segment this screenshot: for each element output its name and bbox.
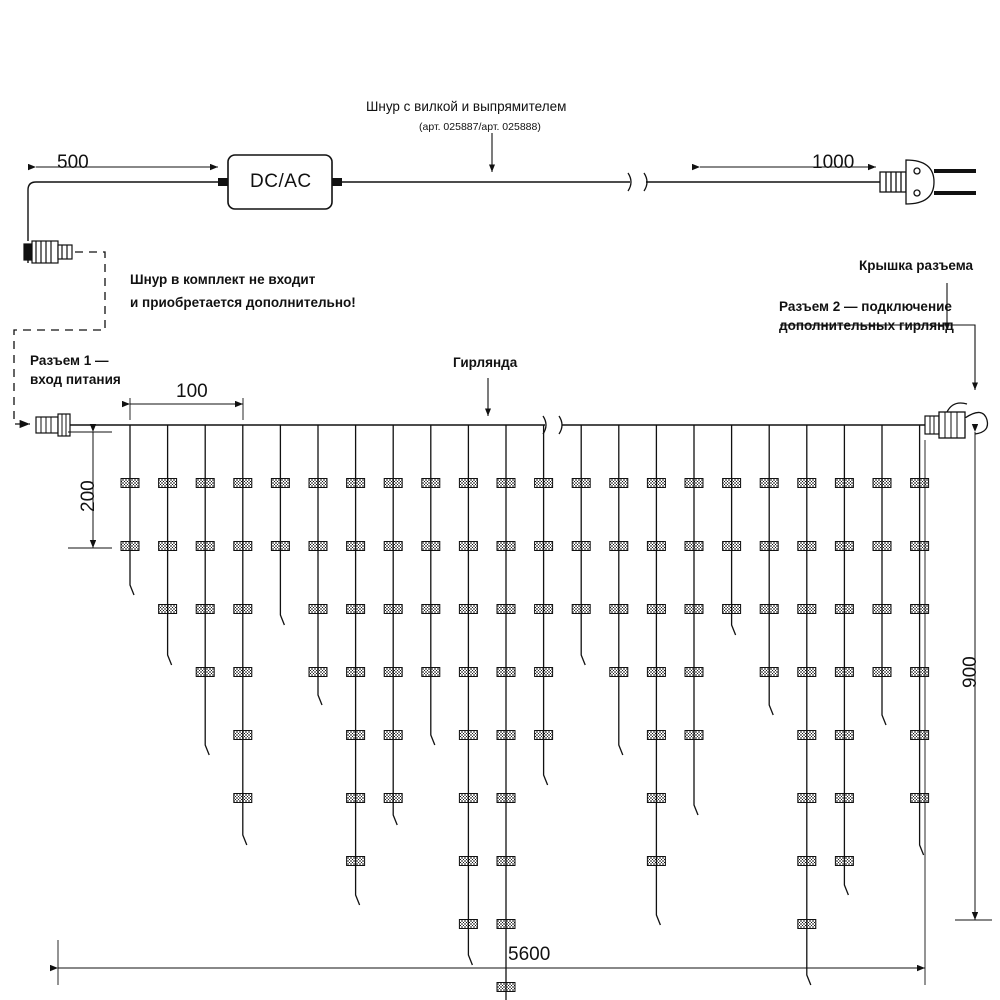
led-lamp-icon (234, 542, 252, 551)
led-lamp-icon (647, 605, 665, 614)
strand-wire (318, 425, 322, 705)
led-lamp-icon (685, 479, 703, 488)
output-connector-icon (925, 403, 988, 438)
led-lamp-icon (497, 920, 515, 929)
led-lamp-icon (647, 668, 665, 677)
led-lamp-icon (309, 542, 327, 551)
led-lamp-icon (911, 479, 929, 488)
led-lamp-icon (347, 605, 365, 614)
dim-label-200: 200 (78, 480, 99, 512)
led-lamp-icon (798, 857, 816, 866)
optional-cord-route (14, 252, 105, 424)
led-lamp-icon (159, 605, 177, 614)
led-lamp-icon (422, 542, 440, 551)
dim-label-500: 500 (57, 152, 89, 173)
led-lamp-icon (873, 668, 891, 677)
led-lamp-icon (572, 542, 590, 551)
transformer-label: DC/AC (250, 171, 312, 192)
connector1-label-2: вход питания (30, 372, 121, 387)
led-lamp-icon (798, 794, 816, 803)
connector2-label-2: дополнительных гирлянд (779, 318, 954, 333)
led-lamp-icon (572, 605, 590, 614)
cord-title: Шнур с вилкой и выпрямителем (366, 99, 567, 114)
led-lamp-icon (497, 731, 515, 740)
led-lamp-icon (535, 479, 553, 488)
led-lamp-icon (347, 668, 365, 677)
dim-label-100: 100 (176, 381, 208, 402)
led-lamp-icon (911, 794, 929, 803)
power-connector-icon-top (24, 241, 72, 263)
led-lamp-icon (384, 731, 402, 740)
led-lamp-icon (572, 479, 590, 488)
note-cord-not-included-1: Шнур в комплект не входит (130, 272, 316, 287)
led-lamp-icon (723, 542, 741, 551)
led-lamp-icon (873, 605, 891, 614)
led-lamp-icon (196, 668, 214, 677)
connector1-label-1: Разъем 1 — (30, 353, 109, 368)
led-lamp-icon (234, 479, 252, 488)
led-lamp-icon (459, 794, 477, 803)
led-lamp-icon (234, 668, 252, 677)
led-lamp-icon (647, 542, 665, 551)
power-plug-icon (880, 160, 976, 204)
led-lamp-icon (384, 668, 402, 677)
led-lamp-icon (497, 668, 515, 677)
led-lamp-icon (459, 479, 477, 488)
led-lamp-icon (384, 479, 402, 488)
garland-input-connector-icon (36, 414, 70, 436)
strand-wire (130, 425, 134, 595)
led-lamp-icon (911, 542, 929, 551)
led-lamp-icon (422, 668, 440, 677)
led-lamp-icon (497, 794, 515, 803)
led-lamp-icon (196, 479, 214, 488)
led-lamp-icon (459, 542, 477, 551)
led-lamp-icon (234, 605, 252, 614)
led-lamp-icon (347, 479, 365, 488)
led-lamp-icon (798, 668, 816, 677)
strand-wire (468, 425, 472, 965)
led-lamp-icon (760, 542, 778, 551)
strand-wire (431, 425, 435, 745)
led-lamp-icon (610, 605, 628, 614)
led-lamp-icon (497, 605, 515, 614)
led-lamp-icon (121, 479, 139, 488)
led-lamp-icon (911, 668, 929, 677)
cord-article: (арт. 025887/арт. 025888) (419, 121, 541, 133)
led-lamp-icon (535, 605, 553, 614)
led-lamp-icon (234, 794, 252, 803)
led-lamp-icon (798, 920, 816, 929)
led-lamp-icon (610, 479, 628, 488)
led-lamp-icon (835, 731, 853, 740)
led-lamp-icon (760, 668, 778, 677)
strand-wire (356, 425, 360, 905)
led-lamp-icon (835, 794, 853, 803)
led-lamp-icon (835, 542, 853, 551)
led-lamp-icon (835, 479, 853, 488)
led-lamp-icon (535, 731, 553, 740)
dim-label-5600: 5600 (508, 944, 551, 965)
led-lamp-icon (497, 542, 515, 551)
icicle-strands (121, 425, 929, 1000)
led-lamp-icon (159, 542, 177, 551)
led-lamp-icon (159, 479, 177, 488)
led-lamp-icon (647, 794, 665, 803)
led-lamp-icon (459, 857, 477, 866)
strand-wire (205, 425, 209, 755)
led-lamp-icon (271, 479, 289, 488)
led-lamp-icon (196, 542, 214, 551)
led-lamp-icon (610, 542, 628, 551)
led-lamp-icon (723, 479, 741, 488)
led-lamp-icon (685, 605, 703, 614)
led-lamp-icon (911, 731, 929, 740)
arrow-down-icon-connector2 (780, 325, 975, 390)
led-lamp-icon (798, 542, 816, 551)
led-lamp-icon (685, 731, 703, 740)
led-lamp-icon (384, 794, 402, 803)
led-lamp-icon (459, 920, 477, 929)
note-cord-not-included-2: и приобретается дополнительно! (130, 295, 356, 310)
led-lamp-icon (647, 857, 665, 866)
led-lamp-icon (459, 668, 477, 677)
led-lamp-icon (422, 605, 440, 614)
strand-wire (280, 425, 284, 625)
led-lamp-icon (873, 479, 891, 488)
led-lamp-icon (835, 668, 853, 677)
led-lamp-icon (535, 542, 553, 551)
strand-wire (882, 425, 886, 725)
led-lamp-icon (497, 983, 515, 992)
garland-label: Гирлянда (453, 355, 518, 370)
led-lamp-icon (347, 542, 365, 551)
strand-wire (844, 425, 848, 895)
strand-wire (920, 425, 924, 855)
led-lamp-icon (873, 542, 891, 551)
led-lamp-icon (121, 542, 139, 551)
led-lamp-icon (647, 479, 665, 488)
led-lamp-icon (835, 605, 853, 614)
led-lamp-icon (347, 794, 365, 803)
led-lamp-icon (384, 605, 402, 614)
led-lamp-icon (309, 605, 327, 614)
led-lamp-icon (760, 605, 778, 614)
led-lamp-icon (497, 479, 515, 488)
led-lamp-icon (798, 731, 816, 740)
led-lamp-icon (685, 668, 703, 677)
dim-label-900: 900 (960, 656, 981, 688)
led-lamp-icon (309, 479, 327, 488)
led-lamp-icon (911, 605, 929, 614)
led-lamp-icon (309, 668, 327, 677)
led-lamp-icon (835, 857, 853, 866)
led-lamp-icon (497, 857, 515, 866)
led-lamp-icon (459, 605, 477, 614)
connector2-label-1: Разъем 2 — подключение (779, 299, 952, 314)
led-lamp-icon (685, 542, 703, 551)
strand-wire (506, 425, 510, 1000)
led-lamp-icon (610, 668, 628, 677)
led-lamp-icon (384, 542, 402, 551)
led-lamp-icon (422, 479, 440, 488)
led-lamp-icon (347, 857, 365, 866)
cap-label: Крышка разъема (859, 258, 974, 273)
led-lamp-icon (798, 479, 816, 488)
strand-wire (732, 425, 736, 635)
led-lamp-icon (798, 605, 816, 614)
led-lamp-icon (196, 605, 214, 614)
led-lamp-icon (234, 731, 252, 740)
led-lamp-icon (459, 731, 477, 740)
led-lamp-icon (535, 668, 553, 677)
dim-label-1000: 1000 (812, 152, 855, 173)
strand-wire (807, 425, 811, 985)
led-lamp-icon (271, 542, 289, 551)
led-lamp-icon (647, 731, 665, 740)
led-lamp-icon (760, 479, 778, 488)
strand-wire (619, 425, 623, 755)
led-lamp-icon (347, 731, 365, 740)
led-lamp-icon (723, 605, 741, 614)
